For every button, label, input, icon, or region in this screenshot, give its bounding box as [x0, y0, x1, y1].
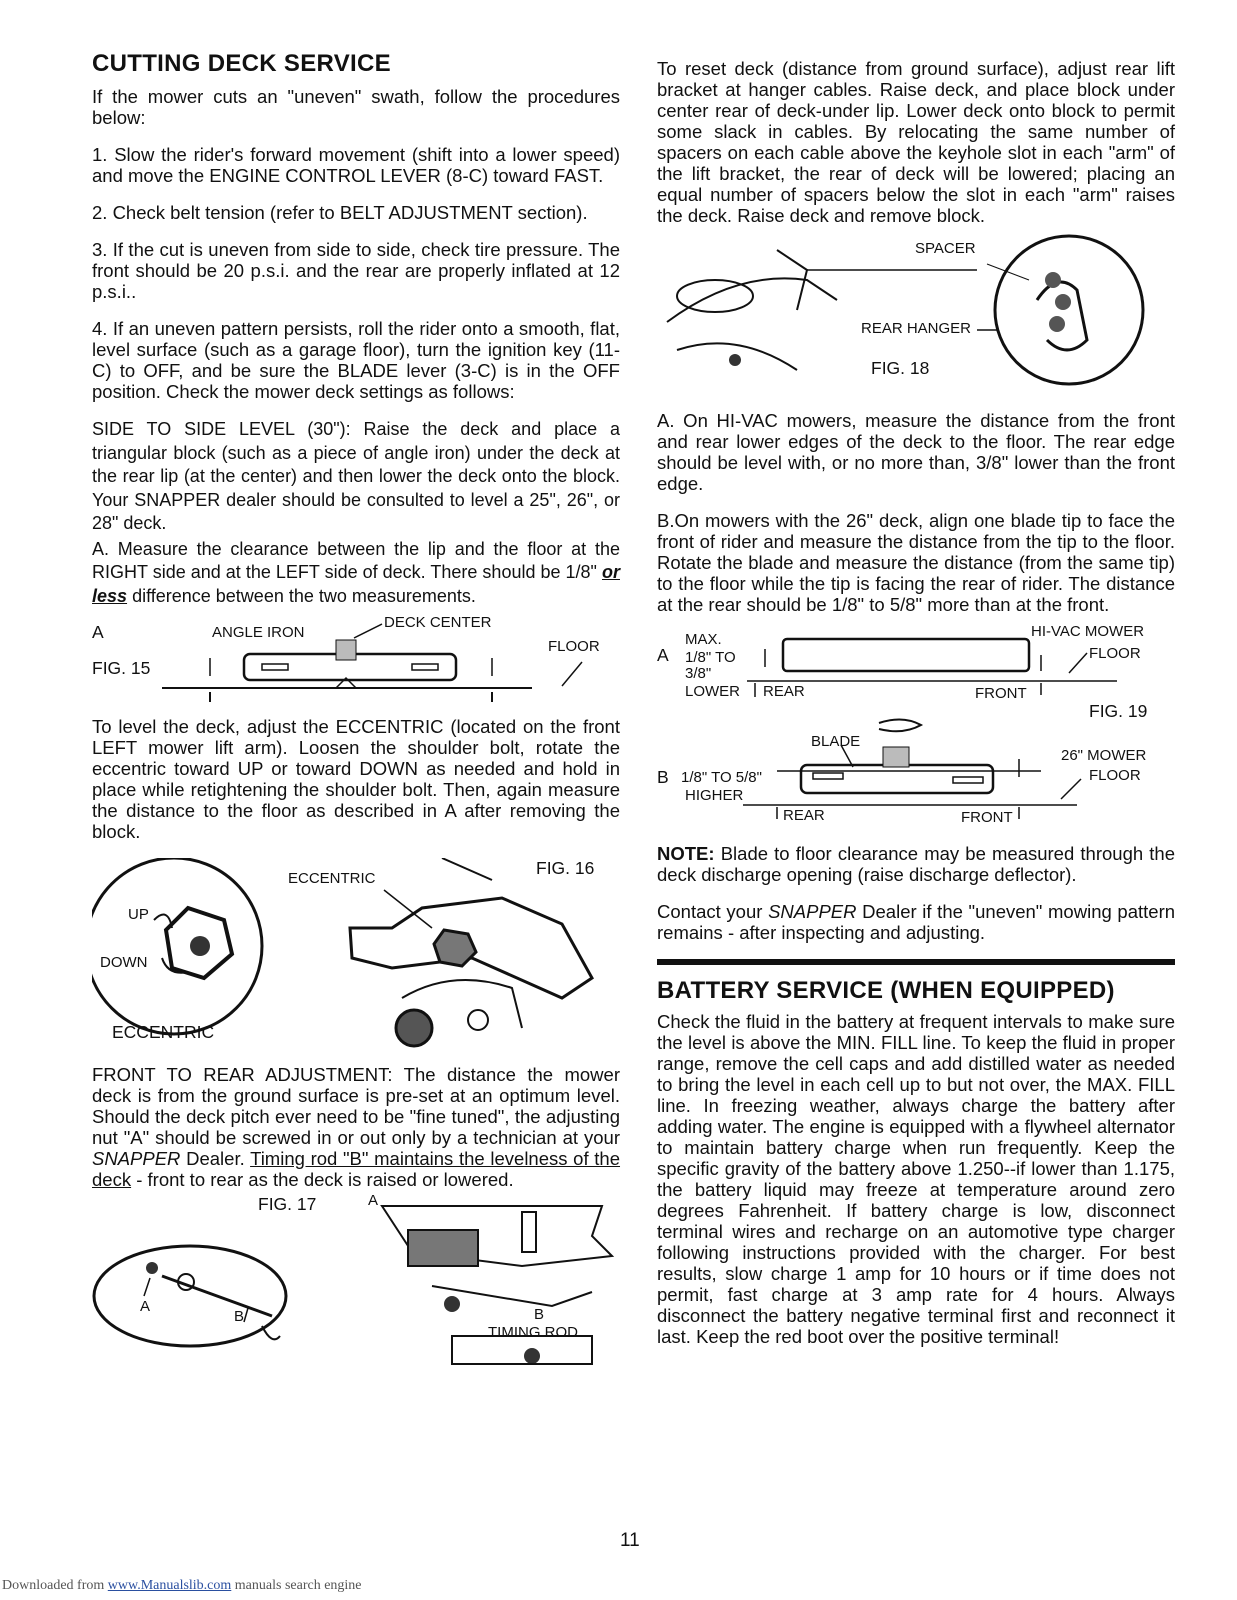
fig15-caption: FIG. 15	[92, 658, 151, 678]
footer-link[interactable]: www.Manualslib.com	[107, 1578, 232, 1593]
figure-15-drawing	[92, 610, 620, 702]
front-rear-brand: SNAPPER	[92, 1148, 181, 1169]
note-text: Blade to floor clearance may be measured through the deck discharge opening (raise discharge deflector).	[657, 843, 1175, 885]
fig19-front-b: FRONT	[961, 809, 1013, 826]
fig19-mower26: 26" MOWER	[1061, 747, 1147, 764]
fig16-up: UP	[128, 906, 149, 923]
section-title-cutting-deck: CUTTING DECK SERVICE	[92, 50, 391, 77]
fig15-angle-iron: ANGLE IRON	[212, 624, 305, 641]
fig19-a-val1: 1/8" TO	[685, 649, 736, 666]
intro-paragraph: If the mower cuts an "uneven" swath, follow the procedures below:	[92, 86, 620, 128]
contact-paragraph	[657, 901, 1175, 943]
fig17-label-b: B	[234, 1308, 245, 1325]
contact-text-1: Contact your	[657, 901, 763, 922]
measure-a-paragraph	[92, 538, 620, 609]
fig19-floor-b: FLOOR	[1089, 767, 1141, 784]
fig19-label-a: A	[657, 645, 669, 665]
section-title-battery: BATTERY SERVICE (WHEN EQUIPPED)	[657, 977, 1115, 1004]
fig19-front-a: FRONT	[975, 685, 1027, 702]
front-rear-paragraph	[92, 1064, 620, 1190]
contact-text-2: Dealer if the "uneven" mowing pattern remains - after inspecting and adjusting.	[657, 901, 1176, 943]
contact-brand: SNAPPER	[768, 901, 857, 922]
deck26-paragraph: B.On mowers with the 26" deck, align one blade tip to face the front of rider and measure the distance from the tip to the floor. Rotate the blade and measure the distance (from the same tip) to the floor while the tip is facing the rear of rider. The distance at the rear should be 1/8" to 5/8" more than at the front.	[657, 510, 1175, 615]
fig17-timing-rod: TIMING ROD	[488, 1324, 578, 1341]
fig18-rear-hanger: REAR HANGER	[861, 320, 972, 337]
figure-15	[92, 610, 620, 702]
page-number: 11	[620, 1530, 640, 1551]
fig16-caption: FIG. 16	[536, 858, 595, 878]
fig19-blade: BLADE	[811, 733, 861, 750]
fig18-spacer: SPACER	[915, 240, 976, 257]
fig19-higher: HIGHER	[685, 787, 744, 804]
footer-suffix: manuals search engine	[234, 1578, 362, 1593]
fig19-rear-b: REAR	[783, 807, 825, 824]
level-deck-paragraph: To level the deck, adjust the ECCENTRIC (located on the front LEFT mower lift arm). Loosen the shoulder bolt, rotate the eccentric toward UP or toward DOWN as needed and hold in place while retightening the shoulder bolt. Then, again measure the distance to the floor as described in A after removing the block.	[92, 716, 620, 842]
fig17-label-a-top: A	[368, 1192, 379, 1209]
step-4: 4. If an uneven pattern persists, roll the rider onto a smooth, flat, level surface (such as a garage floor), turn the ignition key (11-C) to OFF, and be sure the BLADE lever (3-C) is in the OFF position. Check the mower deck settings as follows:	[92, 318, 620, 402]
front-rear-text-3: - front to rear as the deck is raised or lowered.	[136, 1169, 514, 1190]
fig19-label-b: B	[657, 767, 669, 787]
fig19-rear-a: REAR	[763, 683, 805, 700]
download-footer	[2, 1578, 362, 1594]
hivac-paragraph: A. On HI-VAC mowers, measure the distance from the front and rear lower edges of the deck to the floor. The rear edge should be level with, or no more than, 3/8" lower than the front edge.	[657, 410, 1175, 494]
measure-a-emphasis: or less	[92, 562, 620, 606]
fig17-label-b2: B	[534, 1306, 545, 1323]
fig19-floor-a: FLOOR	[1089, 645, 1141, 662]
note-paragraph	[657, 843, 1175, 885]
fig17-label-a: A	[140, 1298, 151, 1315]
fig19-max: MAX.	[685, 631, 722, 648]
fig16-eccentric-top: ECCENTRIC	[288, 870, 376, 887]
fig18-caption: FIG. 18	[871, 358, 930, 378]
left-column	[92, 50, 620, 1380]
front-rear-underline: Timing rod "B" maintains the levelness of the deck	[92, 1148, 621, 1190]
front-rear-text-2: Dealer.	[186, 1148, 245, 1169]
fig19-caption: FIG. 19	[1089, 701, 1148, 721]
battery-paragraph: Check the fluid in the battery at frequent intervals to make sure the level is above the MIN. FILL line. To keep the fluid in proper range, remove the cell caps and add distilled water as needed to bring the level in each cell up to but not over, the MAX. FILL line. In freezing weather, always charge the battery after adding water. The engine is equipped with a flywheel alternator to maintain battery charge when run frequently. Keep the specific gravity of the battery above 1.250--if lower than 1.175, the battery liquid may freeze at temperature around zero degrees Fahrenheit. If battery charge is low, disconnect terminal wires and recharge on an automotive type charger following instructions provided with the charger. For best results, slow charge 1 amp for 10 hours or if time does not permit, fast charge at 3 amp rate for 4 hours. Always disconnect the battery negative terminal first and reconnect it last. Keep the red boot over the positive terminal!	[657, 1011, 1175, 1347]
figure-19	[657, 619, 1175, 829]
step-1: 1. Slow the rider's forward movement (shift into a lower speed) and move the ENGINE CONTROL LEVER (8-C) toward FAST.	[92, 144, 620, 186]
side-to-side-paragraph: SIDE TO SIDE LEVEL (30"): Raise the deck and place a triangular block (such as a piece of angle iron) under the deck at the rear lip (at the center) and then lower the deck onto the block. Your SNAPPER dealer should be consulted to level a 25", 26", or 28" deck.	[92, 419, 620, 533]
measure-a-text-1: A. Measure the clearance between the lip and the floor at the RIGHT side and at the LEFT side of deck. There should be 1/8"	[92, 538, 620, 582]
fig17-caption: FIG. 17	[258, 1194, 317, 1214]
fig15-deck-center: DECK CENTER	[384, 614, 492, 631]
fig15-label-a: A	[92, 622, 104, 642]
figure-18	[657, 230, 1175, 396]
step-2: 2. Check belt tension (refer to BELT ADJUSTMENT section).	[92, 202, 588, 223]
step-3: 3. If the cut is uneven from side to side, check tire pressure. The front should be 20 p.s.i. and the rear are properly inflated at 12 p.s.i..	[92, 239, 620, 302]
reset-paragraph: To reset deck (distance from ground surface), adjust rear lift bracket at hanger cables. Raise deck, and place block under center rear of deck-under lip. Lower deck onto block to permit some slack in cables. By relocating the same number of spacers on each cable above the keyhole slot in each "arm" of the lift bracket, the rear of deck will be lowered; placing an equal number of spacers below the slot in each "arm" raises the deck. Raise deck and remove block.	[657, 58, 1175, 226]
fig19-b-val: 1/8" TO 5/8"	[681, 769, 762, 786]
fig15-floor: FLOOR	[548, 638, 600, 655]
fig16-eccentric-bottom: ECCENTRIC	[112, 1022, 215, 1042]
fig19-lower: LOWER	[685, 683, 741, 700]
footer-prefix: Downloaded from	[2, 1578, 105, 1593]
figure-16	[92, 858, 620, 1050]
right-column	[657, 58, 1175, 1363]
note-label: NOTE:	[657, 843, 715, 864]
figure-17	[92, 1192, 620, 1366]
section-divider	[657, 959, 1175, 965]
fig19-a-val2: 3/8"	[685, 665, 712, 682]
fig19-hivac-mower: HI-VAC MOWER	[1031, 623, 1145, 640]
fig16-down: DOWN	[100, 954, 148, 971]
front-rear-text-1: FRONT TO REAR ADJUSTMENT: The distance the mower deck is from the ground surface is pre-set at an optimum level. Should the deck pitch ever need to be "fine tuned", the adjusting nut "A" should be screwed in or out only by a technician at your	[92, 1064, 620, 1148]
measure-a-text-2: difference between the two measurements.	[132, 585, 476, 606]
